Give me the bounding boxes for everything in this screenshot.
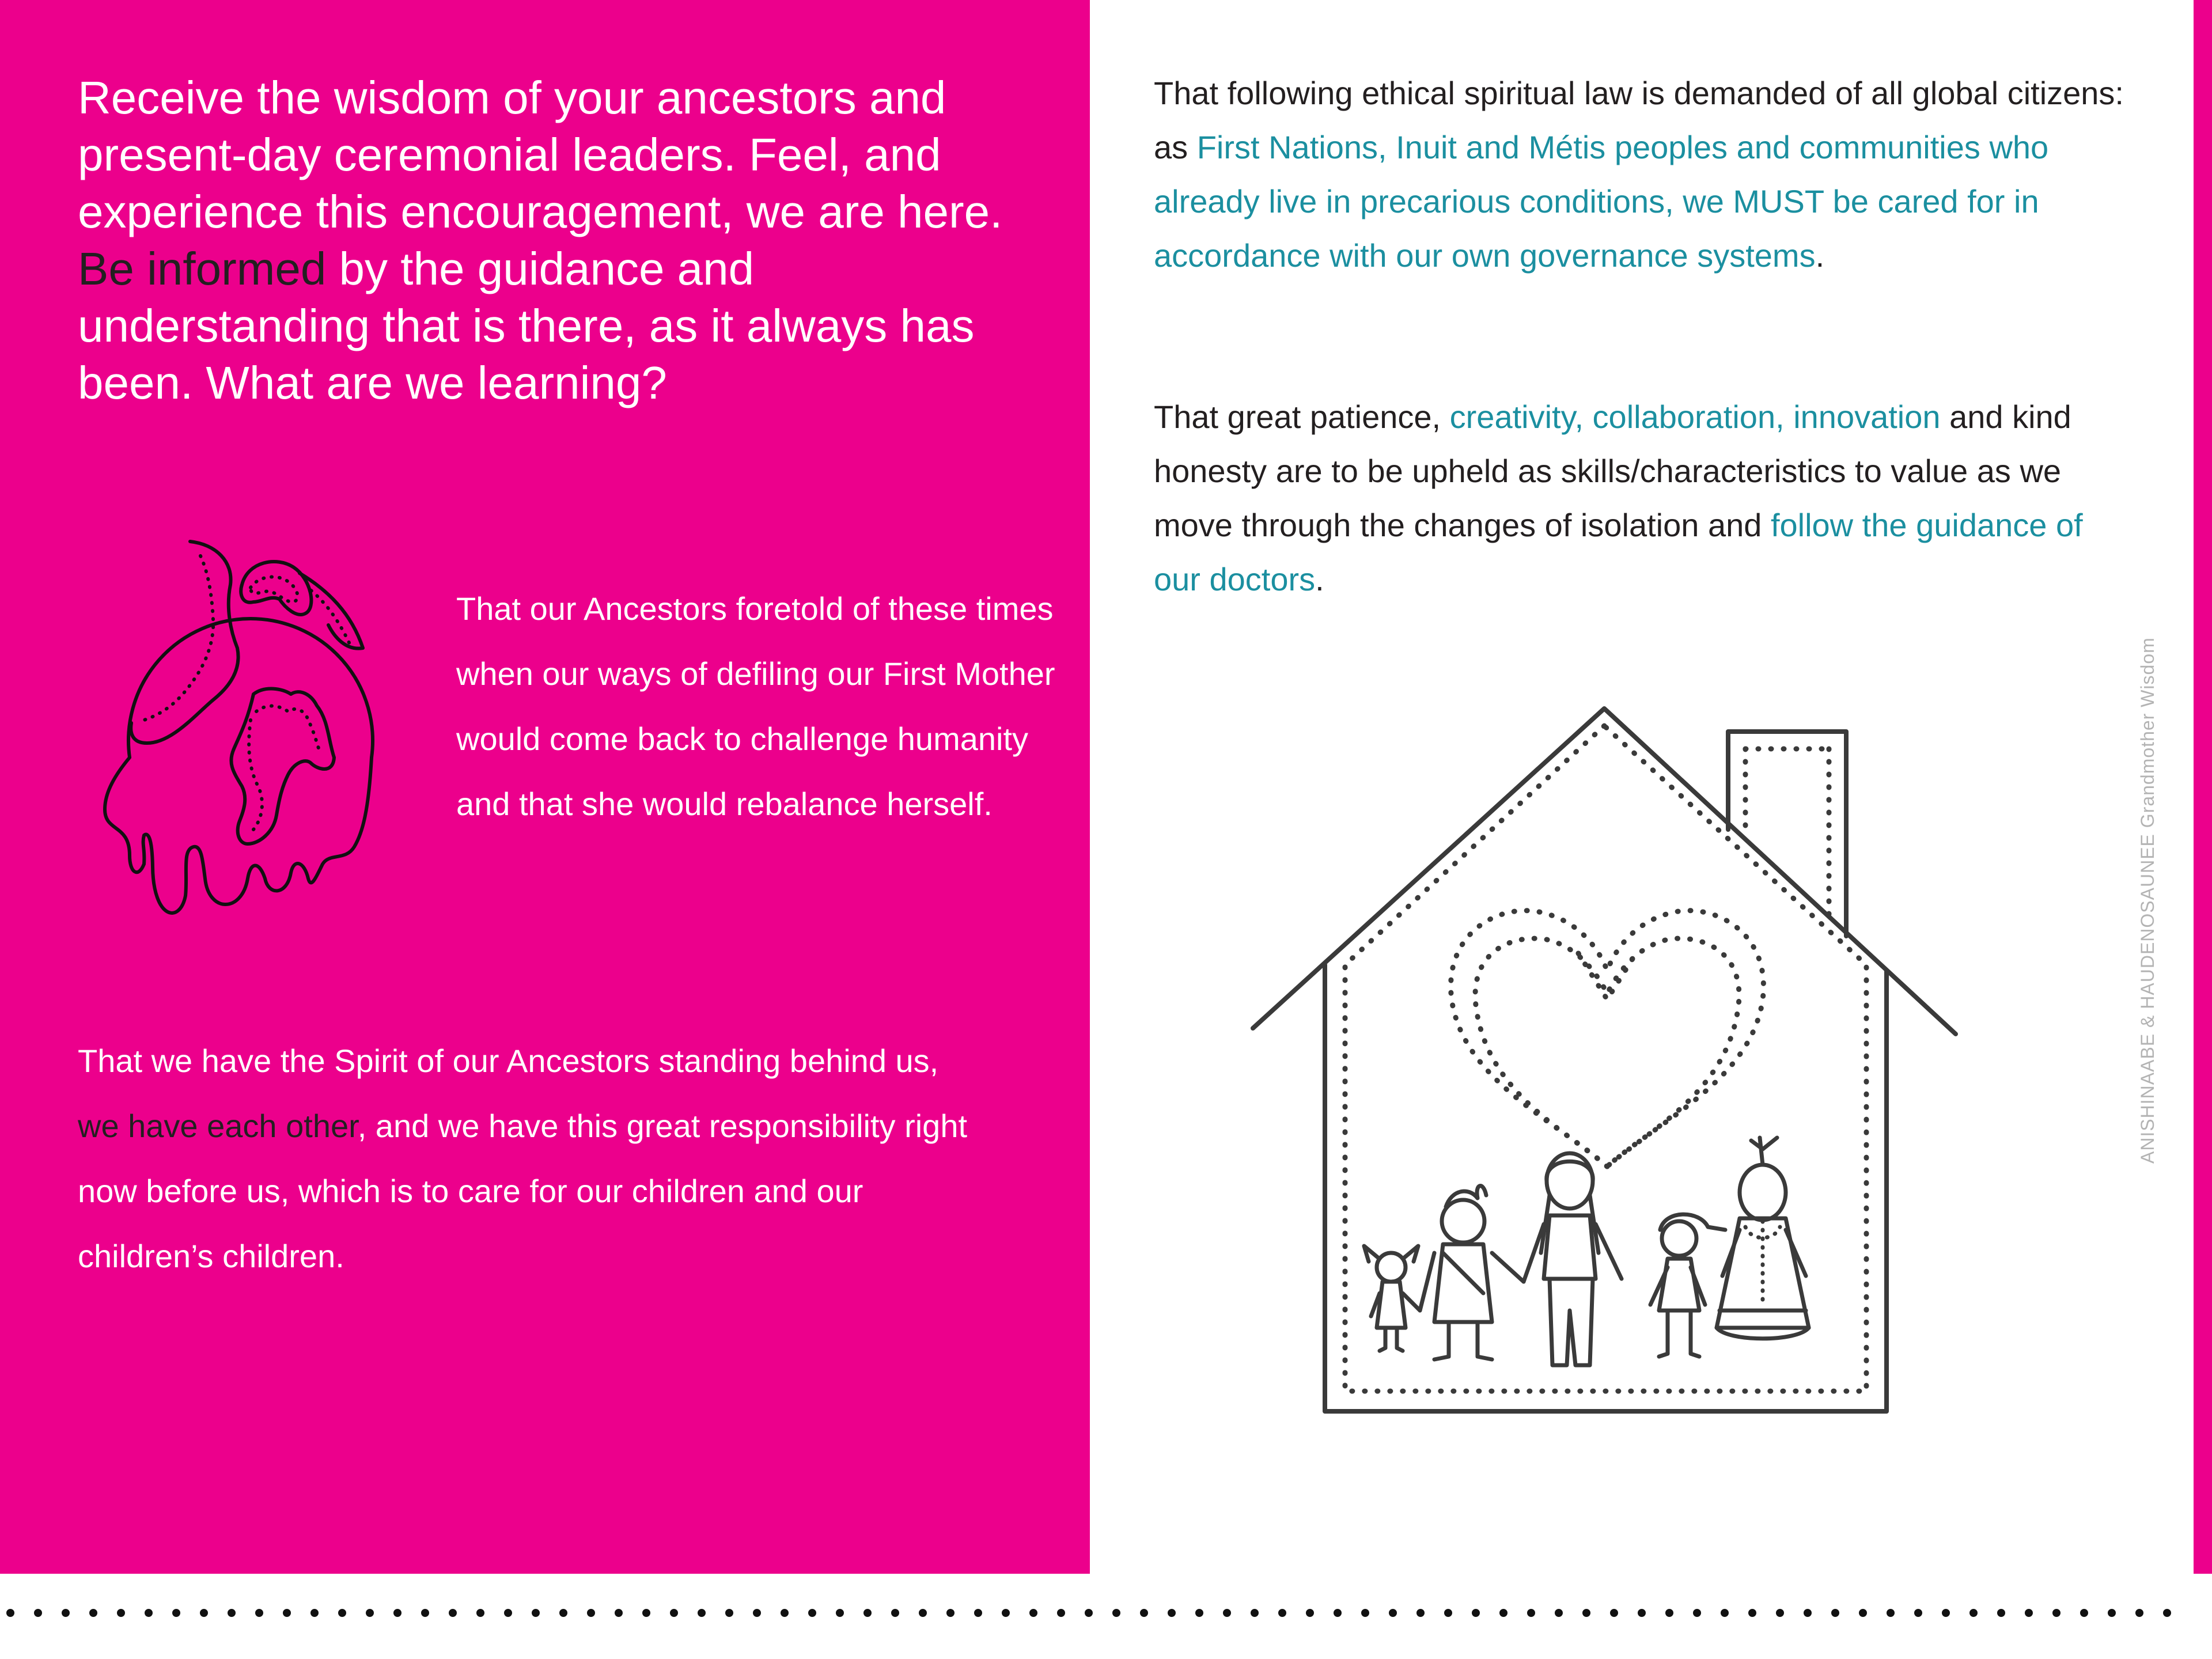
law-highlight: First Nations, Inuit and Métis peoples and communities who already live in precarious conditions, we MUST be cared for in accordance with our own governance systems bbox=[1154, 129, 2049, 274]
law-paragraph bbox=[1154, 66, 2133, 283]
family-house-heart-icon bbox=[1244, 700, 1964, 1420]
patience-text-2: and kind honesty are to be upheld as skills/characteristics to value as we move through the changes of isolation and bbox=[1154, 399, 2071, 543]
vertical-sidebar-title bbox=[2137, 637, 2158, 1164]
intro-paragraph bbox=[78, 69, 1046, 411]
patience-paragraph bbox=[1154, 390, 2133, 607]
intro-text-2: by the guidance and understanding that is there, as it always has been. What are we learning? bbox=[78, 243, 975, 408]
spirit-text-1: That we have the Spirit of our Ancestors standing behind us, bbox=[78, 1043, 939, 1079]
intro-highlight: Be informed bbox=[78, 243, 327, 294]
patience-highlight-2: follow the guidance of our doctors bbox=[1154, 507, 2083, 597]
sidebar-caps: ANISHINAABE & HAUDENOSAUNEE bbox=[2137, 834, 2158, 1164]
dotted-divider bbox=[0, 1596, 2212, 1630]
patience-highlight-1: creativity, collaboration, innovation bbox=[1449, 399, 1941, 435]
spirit-text-2: , and we have this great responsibility right now before us, which is to care for our children and our children’s children. bbox=[78, 1108, 968, 1274]
law-text-1: That following ethical spiritual law is demanded of all global citizens: as bbox=[1154, 75, 2124, 165]
ancestors-text: That our Ancestors foretold of these times when our ways of defiling our First Mother would come back to challenge humanity and that she would rebalance herself. bbox=[456, 590, 1055, 822]
spirit-paragraph bbox=[78, 1028, 976, 1289]
spirit-highlight: we have each other bbox=[78, 1108, 358, 1144]
patience-text-1: That great patience, bbox=[1154, 399, 1450, 435]
melting-earth-icon bbox=[75, 521, 397, 936]
sidebar-title: Grandmother Wisdom bbox=[2137, 637, 2158, 828]
law-text-2: . bbox=[1815, 237, 1825, 274]
ancestors-paragraph bbox=[456, 576, 1067, 836]
patience-text-3: . bbox=[1315, 561, 1324, 597]
right-edge-stripe bbox=[2194, 0, 2212, 1574]
intro-text-1: Receive the wisdom of your ancestors and present-day ceremonial leaders. Feel, and experience this encouragement, we are here. bbox=[78, 72, 1003, 237]
